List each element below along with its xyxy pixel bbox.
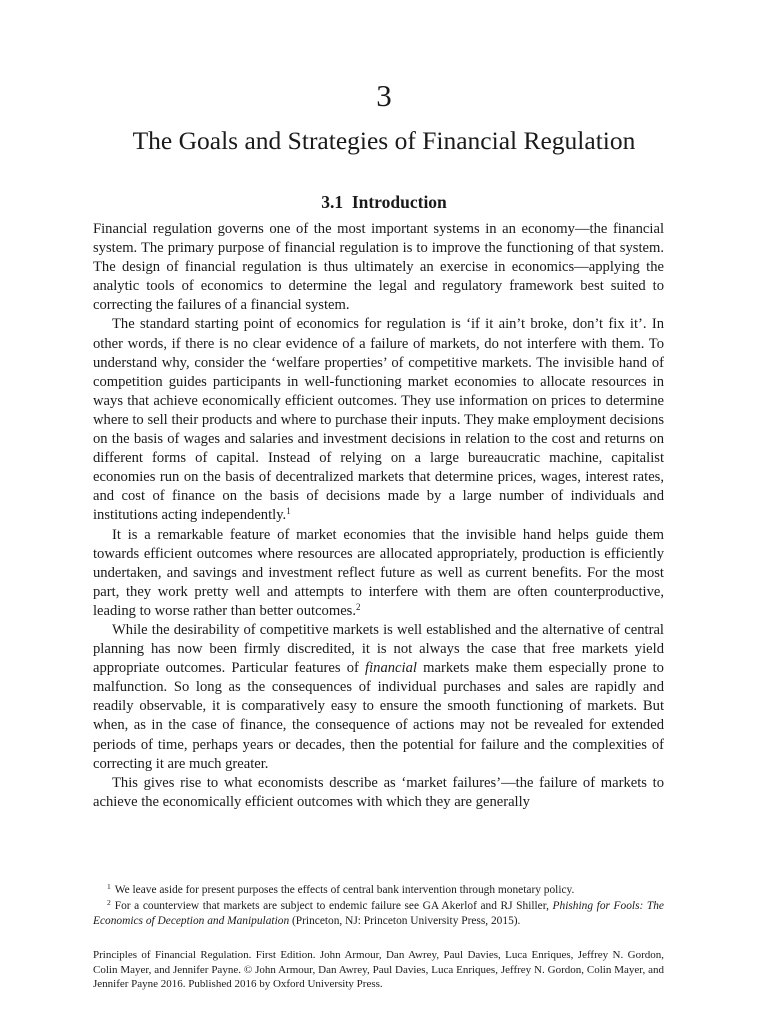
paragraph-3-text: It is a remarkable feature of market economies that the invisible hand helps guide them towards efficient outcomes where resources are allocated appropriately, production is efficiently undertaken, and savings and investment reflect future as well as current benefits. For the most part, they work pretty well and attempts to interfere with them are often counterproductive, leading to worse rather than better outcomes. bbox=[93, 526, 664, 619]
paragraph-5 bbox=[93, 774, 664, 812]
body-text bbox=[93, 220, 664, 812]
footnote-2-number: 2 bbox=[107, 897, 111, 907]
footnote-1 bbox=[93, 883, 664, 899]
paragraph-4 bbox=[93, 621, 664, 774]
footnote-2-text-b: (Princeton, NJ: Princeton University Press, 2015). bbox=[289, 915, 521, 927]
footnote-2-book-title: Phishing for Fools: The Economics of Deception and Manipulation bbox=[93, 899, 664, 927]
paragraph-2-text: The standard starting point of economics for regulation is ‘if it ain’t broke, don’t fix it’. In other words, if there is no clear evidence of a failure of markets, do not interfere with them. To understand why, consider the ‘welfare properties’ of competitive markets. The invisible hand of competition guides participants in well-functioning market economies to allocate resources in ways that achieve economically efficient outcomes. They use information on prices to determine where to sell their products and where to purchase their inputs. They make employment decisions on the basis of wages and salaries and investment decisions in relation to the cost and returns on different forms of capital. Instead of relying on a large bureaucratic machine, capitalist economies run on the basis of decentralized markets that determine prices, wages, interest rates, and cost of finance on the basis of decisions made by a large number of individuals and institutions acting independently. bbox=[93, 316, 664, 524]
footnote-ref-2[interactable]: 2 bbox=[356, 601, 361, 612]
footnote-2-text-a: For a counterview that markets are subject to endemic failure see GA Akerlof and RJ Shiller, bbox=[114, 899, 553, 912]
paragraph-4-text-a: While the desirability of competitive markets is well established and the alternative of central planning has now been firmly discredited, it is not always the case that free markets yield appropriate outcomes. Particular features of bbox=[93, 621, 664, 677]
section-number: 3.1 bbox=[321, 192, 344, 212]
paragraph-1 bbox=[93, 220, 664, 315]
paragraph-5-text: This gives rise to what economists describe as ‘market failures’—the failure of markets to achieve the economically efficient outcomes with which they are generally bbox=[93, 774, 664, 810]
footnote-1-number: 1 bbox=[107, 882, 111, 891]
chapter-number: 3 bbox=[376, 78, 392, 113]
paragraph-1-text: Financial regulation governs one of the most important systems in an economy—the financial system. The primary purpose of financial regulation is to improve the functioning of that system. The design of financial regulation is thus ultimately an exercise in economics—applying the analytic tools of economics to determine the legal and regulatory framework best suited to correcting the failures of a financial system. bbox=[93, 221, 664, 314]
publisher-note: Principles of Financial Regulation. First Edition. John Armour, Dan Awrey, Paul Davies, Luca Enriques, Jeffrey N. Gordon, Colin Mayer, and Jennifer Payne. © John Armour, Dan Awrey, Paul Davies, Luca Enriques, Jeffrey N. Gordon, Colin Mayer, and Jennifer Payne 2016. Published 2016 by Oxford University Press. bbox=[93, 949, 664, 990]
footnote-ref-1[interactable]: 1 bbox=[286, 506, 291, 517]
section-title: Introduction bbox=[351, 192, 447, 212]
footnote-1-text: We leave aside for present purposes the effects of central bank intervention through monetary policy. bbox=[114, 884, 575, 896]
paragraph-3 bbox=[93, 526, 664, 621]
paragraph-2 bbox=[93, 315, 664, 525]
footnote-2 bbox=[93, 899, 664, 930]
emphasis-financial: financial bbox=[365, 660, 417, 677]
section-heading bbox=[0, 190, 768, 214]
footnotes bbox=[93, 883, 664, 930]
paragraph-4-text-b: markets make them especially prone to malfunction. So long as the consequences of individual purchases and sales are rapidly and readily observable, it is comparatively easy to ensure the smooth functioning of markets. But when, as in the case of finance, the consequence of actions may not be revealed for extended periods of time, perhaps years or decades, then the potential for failure and the complexities of correcting it are much greater. bbox=[93, 660, 664, 772]
chapter-title: The Goals and Strategies of Financial Regulation bbox=[132, 126, 636, 155]
